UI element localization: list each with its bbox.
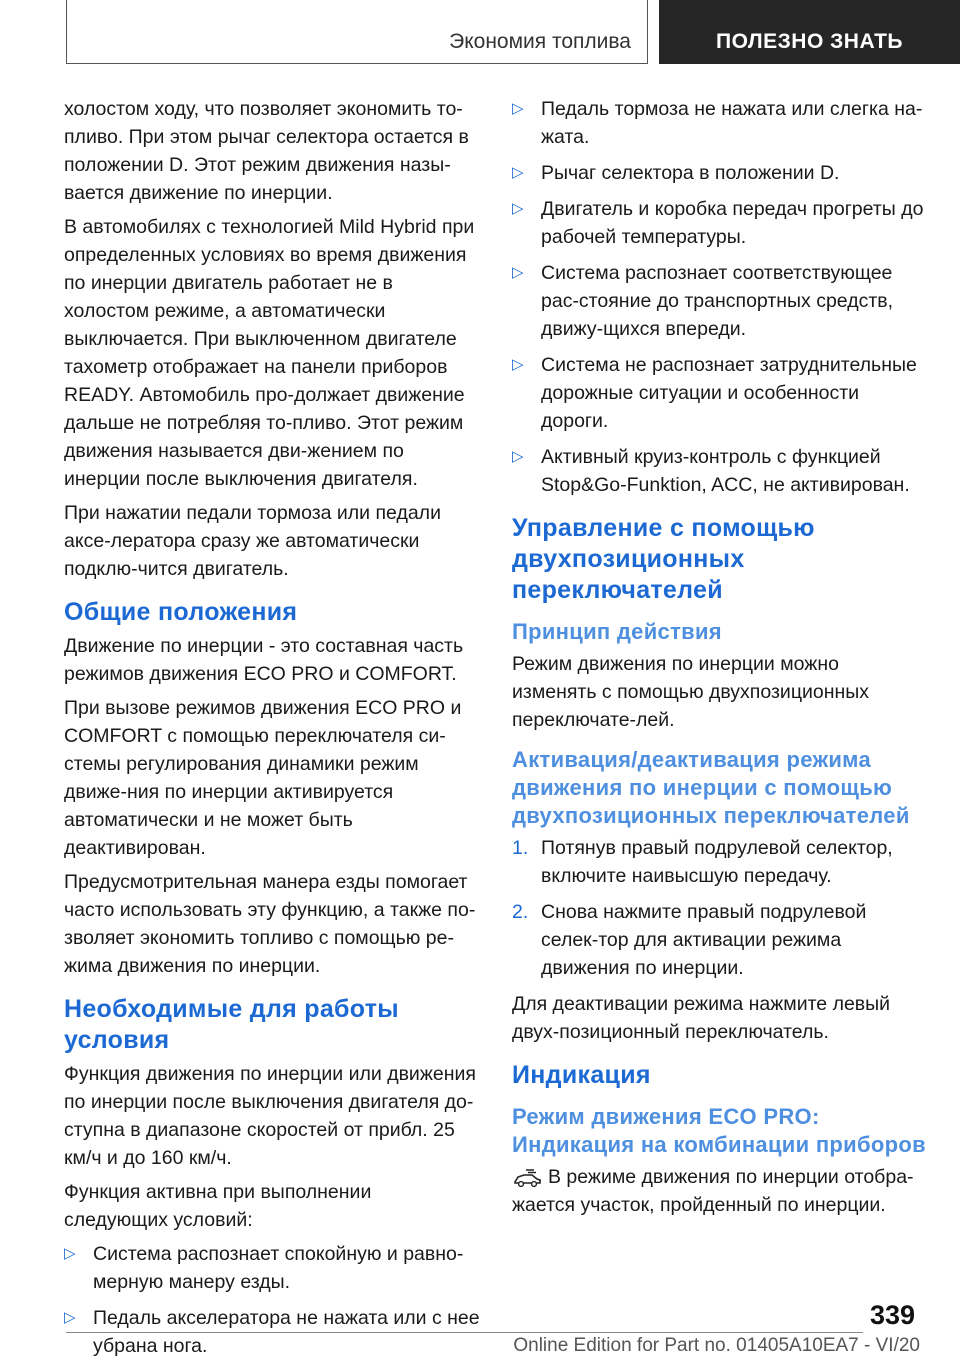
steps-list — [512, 834, 928, 982]
paragraph: При вызове режимов движения ECO PRO и COMFORT с помощью переключателя си-стемы регулирования динамики режим движе-ния по инерции активируется автоматически и не может быть деактивирован. — [64, 697, 462, 859]
heading-activation: Активация/деактивация режима движения по инерции с помощью двухпозиционных переключателей — [512, 747, 910, 828]
list-item: ▷ Система распознает соответствующее рас-стояние до транспортных средств, движу-щихся впереди. — [512, 259, 928, 343]
footer-divider — [66, 1332, 863, 1333]
step-number: 1. — [512, 837, 529, 859]
list-item: ▷ Рычаг селектора в положении D. — [512, 159, 928, 187]
paragraph: Режим движения по инерции можно изменять с помощью двухпозиционных переключате-лей. — [512, 653, 870, 731]
step-item: 1. Потянув правый подрулевой селектор, включите наивысшую передачу. — [512, 834, 928, 890]
conditions-list-continued — [512, 95, 928, 499]
paragraph: Функция активна при выполнении следующих условий: — [64, 1181, 372, 1231]
list-item: ▷ Система не распознает затруднительные дорожные ситуации и особенности дороги. — [512, 351, 928, 435]
paragraph: В автомобилях с технологией Mild Hybrid при определенных условиях во время движения по инерции двигатель работает не в холостом режиме, а автоматически выключается. При выключенном двигателе тахометр отображает на панели приборов READY. Автомобиль про-должает движение дальше не потребляя то-пливо. Этот режим движения называется дви-жением по инерции после выключения двигателя. — [64, 216, 475, 490]
page-header — [0, 0, 960, 66]
paragraph: Для деактивации режима нажмите левый двух-позиционный переключатель. — [512, 993, 891, 1043]
heading-conditions: Необходимые для работы условия — [64, 995, 399, 1054]
bullet-triangle-icon: ▷ — [512, 448, 524, 465]
chapter-title: ПОЛЕЗНО ЗНАТЬ — [716, 30, 903, 53]
footer-edition: Online Edition for Part no. 01405A10EA7 - VI/20 — [513, 1335, 920, 1356]
paragraph: В режиме движения по инерции отобра-жается участок, пройденный по инерции. — [512, 1166, 914, 1216]
step-item: 2. Снова нажмите правый подрулевой селек-тор для активации режима движения по инерции. — [512, 898, 928, 982]
heading-indication: Индикация — [512, 1061, 651, 1089]
list-item: ▷ Активный круиз-контроль с функцией Stop&Go-Funktion, ACC, не активирован. — [512, 443, 928, 499]
list-item: ▷ Педаль тормоза не нажата или слегка на-жата. — [512, 95, 928, 151]
list-item: ▷ Двигатель и коробка передач прогреты до рабочей температуры. — [512, 195, 928, 251]
list-item: ▷ Педаль акселератора не нажата или с нее убрана нога. — [64, 1304, 480, 1360]
bullet-triangle-icon: ▷ — [512, 264, 524, 281]
bullet-triangle-icon: ▷ — [512, 100, 524, 117]
heading-control: Управление с помощью двухпозиционных переключателей — [512, 514, 815, 604]
paragraph: Предусмотрительная манера езды помогает часто использовать эту функцию, а также по-зволяет экономить топливо с помощью ре-жима движения по инерции. — [64, 871, 476, 977]
paragraph: Движение по инерции - это составная часть режимов движения ECO PRO и COMFORT. — [64, 635, 464, 685]
bullet-triangle-icon: ▷ — [64, 1245, 76, 1262]
paragraph: При нажатии педали тормоза или педали аксе-лератора сразу же автоматически подклю-чится двигатель. — [64, 502, 441, 580]
heading-ecopro: Режим движения ECO PRO: Индикация на комбинации приборов — [512, 1104, 926, 1157]
bullet-triangle-icon: ▷ — [512, 164, 524, 181]
right-column — [512, 95, 928, 1225]
bullet-triangle-icon: ▷ — [64, 1309, 76, 1326]
bullet-triangle-icon: ▷ — [512, 356, 524, 373]
heading-general: Общие положения — [64, 598, 298, 626]
section-tab — [66, 0, 648, 64]
section-title: Экономия топлива — [449, 30, 631, 53]
page-number: 339 — [870, 1300, 916, 1330]
left-column — [64, 95, 480, 1368]
heading-principle: Принцип действия — [512, 619, 722, 644]
paragraph: Функция движения по инерции или движения по инерции после выключения двигателя до-ступна в диапазоне скоростей от прибл. 25 км/ч и до 160 км/ч. — [64, 1063, 476, 1169]
list-item: ▷ Система распознает спокойную и равно-мерную манеру езды. — [64, 1240, 480, 1296]
paragraph: холостом ходу, что позволяет экономить то-пливо. При этом рычаг селектора остается в положении D. Этот режим движения назы-вается движение по инерции. — [64, 98, 469, 204]
chapter-tab — [659, 0, 960, 64]
bullet-triangle-icon: ▷ — [512, 200, 524, 217]
step-number: 2. — [512, 901, 529, 923]
coasting-car-icon — [512, 1167, 542, 1189]
